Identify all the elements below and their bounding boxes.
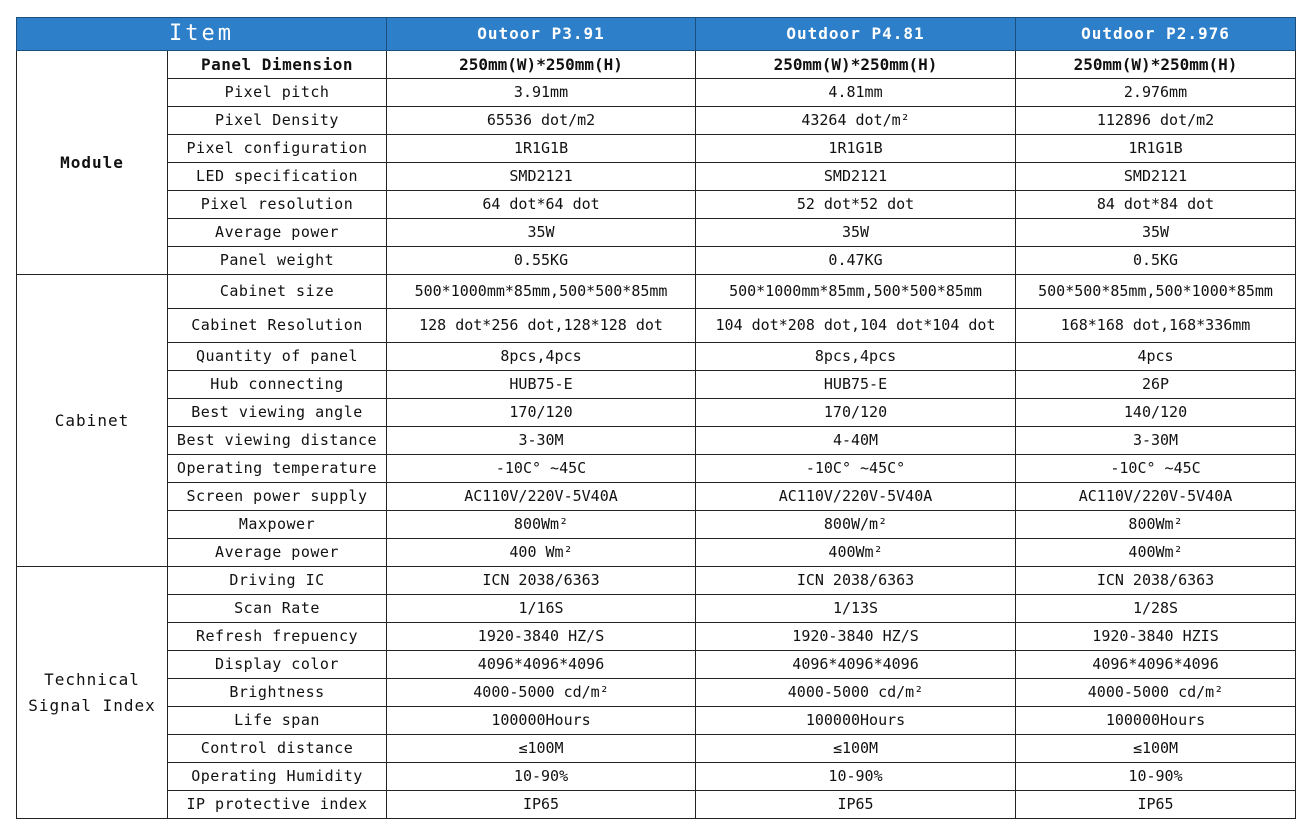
table-row [17,247,1296,275]
table-row [17,763,1296,791]
param-label: Scan Rate [168,595,387,623]
table-row [17,219,1296,247]
spec-body [17,51,1296,819]
value-cell: 400 Wm² [387,539,696,567]
value-cell: ICN 2038/6363 [387,567,696,595]
value-cell: 35W [387,219,696,247]
value-cell: 3-30M [1016,427,1296,455]
table-row [17,623,1296,651]
table-row [17,135,1296,163]
value-cell: IP65 [1016,791,1296,819]
param-label: Brightness [168,679,387,707]
value-cell: 3.91mm [387,79,696,107]
param-label: Hub connecting [168,371,387,399]
value-cell: 100000Hours [1016,707,1296,735]
value-cell: IP65 [696,791,1016,819]
value-cell: 1/16S [387,595,696,623]
value-cell: 140/120 [1016,399,1296,427]
param-label: Maxpower [168,511,387,539]
value-cell: 1R1G1B [387,135,696,163]
value-cell: 112896 dot/m2 [1016,107,1296,135]
param-label: Panel Dimension [168,51,387,79]
value-cell: 4.81mm [696,79,1016,107]
value-cell: ICN 2038/6363 [1016,567,1296,595]
value-cell: 0.5KG [1016,247,1296,275]
value-cell: 500*1000mm*85mm,500*500*85mm [696,275,1016,309]
value-cell: ≤100M [387,735,696,763]
table-row [17,79,1296,107]
value-cell: 4pcs [1016,343,1296,371]
value-cell: SMD2121 [696,163,1016,191]
value-cell: SMD2121 [387,163,696,191]
value-cell: 4096*4096*4096 [387,651,696,679]
value-cell: 104 dot*208 dot,104 dot*104 dot [696,309,1016,343]
table-row [17,191,1296,219]
param-label: Pixel configuration [168,135,387,163]
table-row [17,427,1296,455]
value-cell: 0.55KG [387,247,696,275]
table-row [17,455,1296,483]
value-cell: 84 dot*84 dot [1016,191,1296,219]
value-cell: 65536 dot/m2 [387,107,696,135]
value-cell: AC110V/220V-5V40A [387,483,696,511]
value-cell: 35W [1016,219,1296,247]
value-cell: 1920-3840 HZ/S [696,623,1016,651]
value-cell: 0.47KG [696,247,1016,275]
param-label: Best viewing angle [168,399,387,427]
table-row [17,595,1296,623]
table-row [17,51,1296,79]
table-row [17,539,1296,567]
header-col-p481: Outdoor P4.81 [696,18,1016,51]
value-cell: IP65 [387,791,696,819]
param-label: Life span [168,707,387,735]
value-cell: 8pcs,4pcs [387,343,696,371]
param-label: Operating Humidity [168,763,387,791]
value-cell: 35W [696,219,1016,247]
value-cell: 100000Hours [387,707,696,735]
value-cell: 1R1G1B [1016,135,1296,163]
param-label: Operating temperature [168,455,387,483]
value-cell: ICN 2038/6363 [696,567,1016,595]
value-cell: -10C° ~45C° [696,455,1016,483]
value-cell: 500*1000mm*85mm,500*500*85mm [387,275,696,309]
value-cell: HUB75-E [696,371,1016,399]
value-cell: ≤100M [696,735,1016,763]
value-cell: 250mm(W)*250mm(H) [696,51,1016,79]
value-cell: 100000Hours [696,707,1016,735]
table-row [17,735,1296,763]
value-cell: 26P [1016,371,1296,399]
value-cell: 3-30M [387,427,696,455]
value-cell: -10C° ~45C [1016,455,1296,483]
value-cell: 170/120 [696,399,1016,427]
value-cell: 1920-3840 HZIS [1016,623,1296,651]
param-label: Quantity of panel [168,343,387,371]
value-cell: 1/13S [696,595,1016,623]
table-row [17,275,1296,309]
value-cell: AC110V/220V-5V40A [696,483,1016,511]
value-cell: 800Wm² [1016,511,1296,539]
value-cell: 800Wm² [387,511,696,539]
group-label: Module [17,51,168,275]
table-row [17,567,1296,595]
table-row [17,679,1296,707]
value-cell: -10C° ~45C [387,455,696,483]
value-cell: 800W/m² [696,511,1016,539]
value-cell: 4000-5000 cd/m² [696,679,1016,707]
table-row [17,399,1296,427]
param-label: Pixel Density [168,107,387,135]
value-cell: 43264 dot/m² [696,107,1016,135]
value-cell: 128 dot*256 dot,128*128 dot [387,309,696,343]
value-cell: 1R1G1B [696,135,1016,163]
value-cell: 500*500*85mm,500*1000*85mm [1016,275,1296,309]
table-row [17,107,1296,135]
value-cell: ≤100M [1016,735,1296,763]
param-label: Refresh frepuency [168,623,387,651]
param-label: Cabinet size [168,275,387,309]
value-cell: 4096*4096*4096 [1016,651,1296,679]
table-row [17,343,1296,371]
value-cell: 52 dot*52 dot [696,191,1016,219]
param-label: Average power [168,219,387,247]
param-label: Driving IC [168,567,387,595]
param-label: Average power [168,539,387,567]
value-cell: 4096*4096*4096 [696,651,1016,679]
value-cell: 4000-5000 cd/m² [1016,679,1296,707]
value-cell: HUB75-E [387,371,696,399]
param-label: Best viewing distance [168,427,387,455]
group-label: Cabinet [17,275,168,567]
header-item: Item [17,18,387,51]
param-label: Control distance [168,735,387,763]
table-row [17,371,1296,399]
header-col-p391: Outoor P3.91 [387,18,696,51]
param-label: Screen power supply [168,483,387,511]
value-cell: 170/120 [387,399,696,427]
group-label: Technical Signal Index [17,567,168,819]
param-label: Cabinet Resolution [168,309,387,343]
value-cell: 400Wm² [1016,539,1296,567]
table-row [17,651,1296,679]
value-cell: 8pcs,4pcs [696,343,1016,371]
value-cell: 1920-3840 HZ/S [387,623,696,651]
table-row [17,163,1296,191]
spec-table [16,17,1296,819]
table-row [17,511,1296,539]
table-row [17,309,1296,343]
value-cell: 1/28S [1016,595,1296,623]
value-cell: 2.976mm [1016,79,1296,107]
param-label: Pixel pitch [168,79,387,107]
header-col-p2976: Outdoor P2.976 [1016,18,1296,51]
value-cell: SMD2121 [1016,163,1296,191]
param-label: Panel weight [168,247,387,275]
header-row [17,18,1296,51]
value-cell: 250mm(W)*250mm(H) [1016,51,1296,79]
table-row [17,707,1296,735]
table-row [17,791,1296,819]
value-cell: 4000-5000 cd/m² [387,679,696,707]
param-label: LED specification [168,163,387,191]
value-cell: 250mm(W)*250mm(H) [387,51,696,79]
value-cell: 400Wm² [696,539,1016,567]
value-cell: AC110V/220V-5V40A [1016,483,1296,511]
value-cell: 10-90% [1016,763,1296,791]
value-cell: 4-40M [696,427,1016,455]
param-label: IP protective index [168,791,387,819]
value-cell: 10-90% [696,763,1016,791]
value-cell: 64 dot*64 dot [387,191,696,219]
param-label: Display color [168,651,387,679]
value-cell: 168*168 dot,168*336mm [1016,309,1296,343]
table-row [17,483,1296,511]
value-cell: 10-90% [387,763,696,791]
param-label: Pixel resolution [168,191,387,219]
